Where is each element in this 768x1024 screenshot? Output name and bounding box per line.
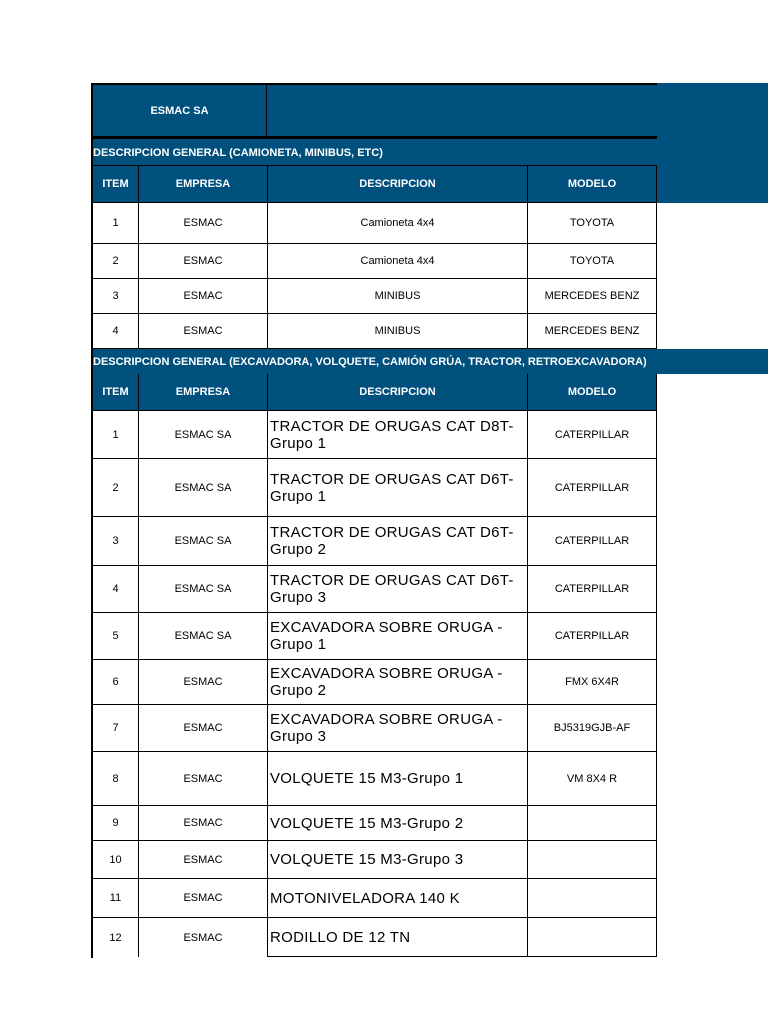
- s1-r1-item: 1: [93, 203, 139, 244]
- s2-r3-descripcion: TRACTOR DE ORUGAS CAT D6T-Grupo 2: [268, 517, 528, 566]
- s1-r1-modelo: TOYOTA: [528, 203, 657, 244]
- s2-r2-empresa: ESMAC SA: [139, 459, 268, 517]
- s2-r7-empresa: ESMAC: [139, 705, 268, 752]
- s2-r8-item: 8: [93, 752, 139, 806]
- s2-r5-descripcion: EXCAVADORA SOBRE ORUGA -Grupo 1: [268, 613, 528, 660]
- s2-r1-item: 1: [93, 411, 139, 459]
- s2-r4-descripcion: TRACTOR DE ORUGAS CAT D6T-Grupo 3: [268, 566, 528, 613]
- s2-r10-descripcion: VOLQUETE 15 M3-Grupo 3: [268, 841, 528, 879]
- s2-r10-modelo: [528, 841, 657, 879]
- s2-r6-descripcion: EXCAVADORA SOBRE ORUGA -Grupo 2: [268, 660, 528, 705]
- s1-r4-item: 4: [93, 314, 139, 349]
- s2-r12-modelo: [528, 918, 657, 957]
- title-divider: [266, 84, 267, 138]
- s2-r10-empresa: ESMAC: [139, 841, 268, 879]
- company-title: ESMAC SA: [150, 104, 209, 117]
- s2-r1-modelo: CATERPILLAR: [528, 411, 657, 459]
- s2-r7-item: 7: [93, 705, 139, 752]
- s2-r4-empresa: ESMAC SA: [139, 566, 268, 613]
- s1-r1-descripcion: Camioneta 4x4: [268, 203, 528, 244]
- s2-r7-modelo: BJ5319GJB-AF: [528, 705, 657, 752]
- s1-header-descripcion: DESCRIPCION: [268, 166, 528, 203]
- s2-r5-item: 5: [93, 613, 139, 660]
- s2-r8-empresa: ESMAC: [139, 752, 268, 806]
- s2-header-descripcion: DESCRIPCION: [268, 374, 528, 411]
- s2-r11-descripcion: MOTONIVELADORA 140 K: [268, 879, 528, 918]
- s2-r3-empresa: ESMAC SA: [139, 517, 268, 566]
- section2-title: DESCRIPCION GENERAL (EXCAVADORA, VOLQUETE, CAMIÓN GRÚA, TRACTOR, RETROEXCAVADORA): [93, 355, 647, 368]
- s1-r3-modelo: MERCEDES BENZ: [528, 279, 657, 314]
- s2-r8-descripcion: VOLQUETE 15 M3-Grupo 1: [268, 752, 528, 806]
- s2-r6-item: 6: [93, 660, 139, 705]
- s2-r1-empresa: ESMAC SA: [139, 411, 268, 459]
- s2-r12-empresa: ESMAC: [139, 918, 268, 957]
- s2-r8-modelo: VM 8X4 R: [528, 752, 657, 806]
- s2-r5-empresa: ESMAC SA: [139, 613, 268, 660]
- s2-r2-descripcion: TRACTOR DE ORUGAS CAT D6T-Grupo 1: [268, 459, 528, 517]
- s2-r2-modelo: CATERPILLAR: [528, 459, 657, 517]
- s1-r4-empresa: ESMAC: [139, 314, 268, 349]
- s1-r3-item: 3: [93, 279, 139, 314]
- s1-r2-item: 2: [93, 244, 139, 279]
- s2-r5-modelo: CATERPILLAR: [528, 613, 657, 660]
- s2-r12-descripcion: RODILLO DE 12 TN: [268, 918, 528, 957]
- s1-r3-descripcion: MINIBUS: [268, 279, 528, 314]
- section1-title: DESCRIPCION GENERAL (CAMIONETA, MINIBUS, ETC): [93, 146, 383, 159]
- s2-header-modelo: MODELO: [528, 374, 657, 411]
- s2-r9-item: 9: [93, 806, 139, 841]
- s1-r2-empresa: ESMAC: [139, 244, 268, 279]
- s1-r2-modelo: TOYOTA: [528, 244, 657, 279]
- s1-r4-modelo: MERCEDES BENZ: [528, 314, 657, 349]
- s2-r9-empresa: ESMAC: [139, 806, 268, 841]
- s2-r2-item: 2: [93, 459, 139, 517]
- s2-r6-modelo: FMX 6X4R: [528, 660, 657, 705]
- s2-r4-modelo: CATERPILLAR: [528, 566, 657, 613]
- s2-r11-item: 11: [93, 879, 139, 918]
- s2-r11-modelo: [528, 879, 657, 918]
- s1-header-empresa: EMPRESA: [139, 166, 268, 203]
- s2-r3-modelo: CATERPILLAR: [528, 517, 657, 566]
- s2-r9-descripcion: VOLQUETE 15 M3-Grupo 2: [268, 806, 528, 841]
- s1-r1-empresa: ESMAC: [139, 203, 268, 244]
- s2-r10-item: 10: [93, 841, 139, 879]
- s1-header-modelo: MODELO: [528, 166, 657, 203]
- s1-header-item: ITEM: [93, 166, 139, 203]
- s1-r4-descripcion: MINIBUS: [268, 314, 528, 349]
- s1-r3-empresa: ESMAC: [139, 279, 268, 314]
- s2-r1-descripcion: TRACTOR DE ORUGAS CAT D8T-Grupo 1: [268, 411, 528, 459]
- s2-r3-item: 3: [93, 517, 139, 566]
- s2-r7-descripcion: EXCAVADORA SOBRE ORUGA -Grupo 3: [268, 705, 528, 752]
- s2-header-empresa: EMPRESA: [139, 374, 268, 411]
- s2-header-item: ITEM: [93, 374, 139, 411]
- s2-r4-item: 4: [93, 566, 139, 613]
- s2-r9-modelo: [528, 806, 657, 841]
- s2-r11-empresa: ESMAC: [139, 879, 268, 918]
- s1-r2-descripcion: Camioneta 4x4: [268, 244, 528, 279]
- s2-r6-empresa: ESMAC: [139, 660, 268, 705]
- s2-r12-item: 12: [93, 918, 139, 957]
